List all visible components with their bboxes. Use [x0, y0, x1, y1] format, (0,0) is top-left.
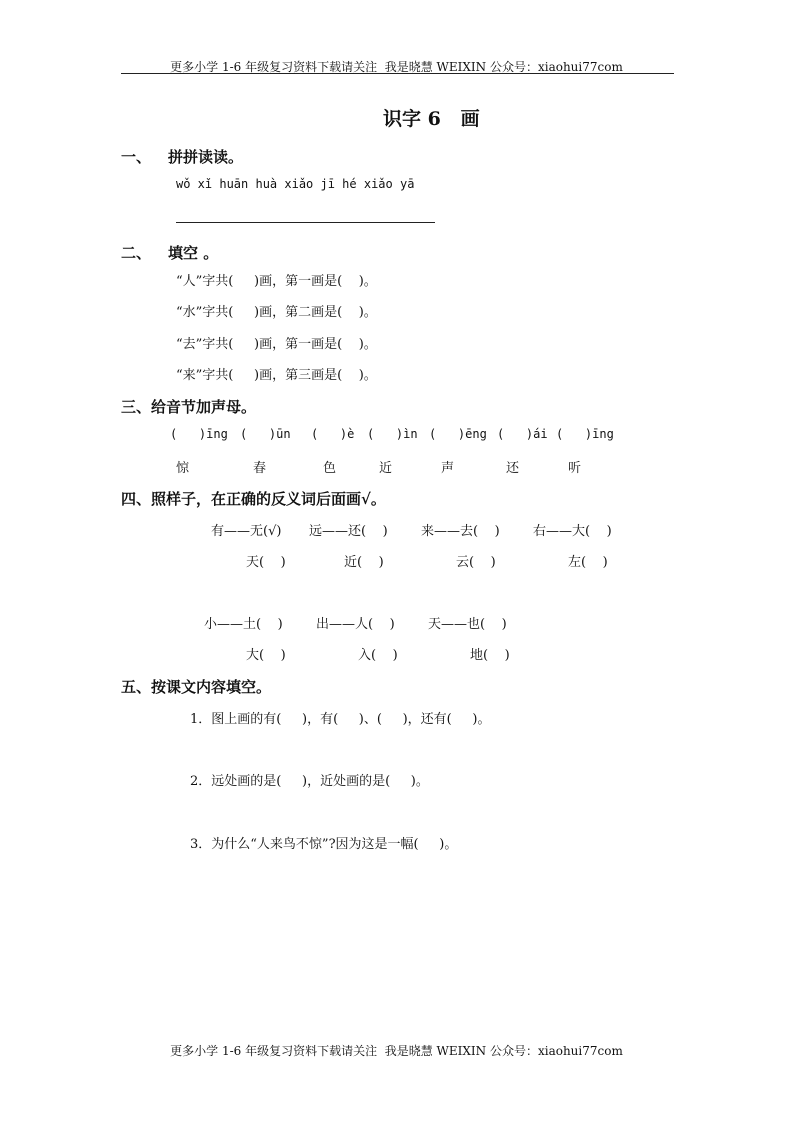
page-header: 更多小学 1-6 年级复习资料下载请关注 我是晓慧 WEIXIN 公众号：xiaohui77com [170, 60, 623, 74]
antonym-row4-3: 地( ) [470, 648, 510, 663]
char-4: 近 [379, 461, 393, 476]
syllable-1: ( )īng [170, 427, 228, 441]
section2-number: 二、 [121, 244, 152, 262]
header-rule [121, 73, 674, 74]
section5-item-1: 1．图上画的有( )，有( )、( )，还有( )。 [190, 712, 491, 727]
char-3: 色 [323, 461, 337, 476]
section2-line-1: “人”字共( )画，第一画是( )。 [176, 274, 377, 289]
char-2: 春 [253, 461, 267, 476]
antonym-row2-1: 天( ) [246, 555, 286, 570]
antonym-row4-2: 入( ) [358, 648, 398, 663]
syllable-2: ( )ūn [240, 427, 291, 441]
antonym-row4-1: 大( ) [246, 648, 286, 663]
syllable-5: ( )ēng [429, 427, 487, 441]
section1-pinyin: wǒ xǐ huān huà xiǎo jī hé xiǎo yā [176, 177, 415, 191]
page-title: 识字 6 画 [383, 108, 480, 130]
antonym-row1-1: 有——无(√) [211, 524, 282, 539]
antonym-row3-1: 小——土( ) [204, 617, 283, 632]
section2-heading: 填空 。 [168, 244, 219, 262]
syllable-7: ( )īng [556, 427, 614, 441]
char-7: 听 [568, 461, 582, 476]
section1-heading: 拼拼读读。 [168, 148, 244, 166]
section5-heading: 五、按课文内容填空。 [121, 678, 272, 696]
section5-item-3: 3．为什么“人来鸟不惊”?因为这是一幅( )。 [190, 837, 458, 852]
syllable-4: ( )ìn [367, 427, 418, 441]
page-footer: 更多小学 1-6 年级复习资料下载请关注 我是晓慧 WEIXIN 公众号：xiaohui77com [170, 1044, 623, 1058]
section2-line-2: “水”字共( )画，第二画是( )。 [176, 305, 377, 320]
char-5: 声 [441, 461, 455, 476]
antonym-row2-2: 近( ) [344, 555, 384, 570]
section5-item-2: 2．远处画的是( )，近处画的是( )。 [190, 774, 429, 789]
section3-heading: 三、给音节加声母。 [121, 398, 257, 416]
section1-number: 一、 [121, 148, 152, 166]
section2-line-3: “去”字共( )画，第一画是( )。 [176, 337, 377, 352]
syllable-6: ( )ái [497, 427, 548, 441]
antonym-row2-3: 云( ) [456, 555, 496, 570]
antonym-row3-3: 天——也( ) [428, 617, 507, 632]
char-6: 还 [506, 461, 520, 476]
antonym-row3-2: 出——人( ) [316, 617, 395, 632]
antonym-row2-4: 左( ) [568, 555, 608, 570]
antonym-row1-3: 来——去( ) [421, 524, 500, 539]
antonym-row1-4: 右——大( ) [533, 524, 612, 539]
section4-heading: 四、照样子，在正确的反义词后面画√。 [121, 490, 386, 508]
antonym-row1-2: 远——还( ) [309, 524, 388, 539]
answer-underline [176, 222, 435, 223]
syllable-3: ( )è [311, 427, 355, 441]
char-1: 惊 [176, 461, 190, 476]
section2-line-4: “来”字共( )画，第三画是( )。 [176, 368, 377, 383]
